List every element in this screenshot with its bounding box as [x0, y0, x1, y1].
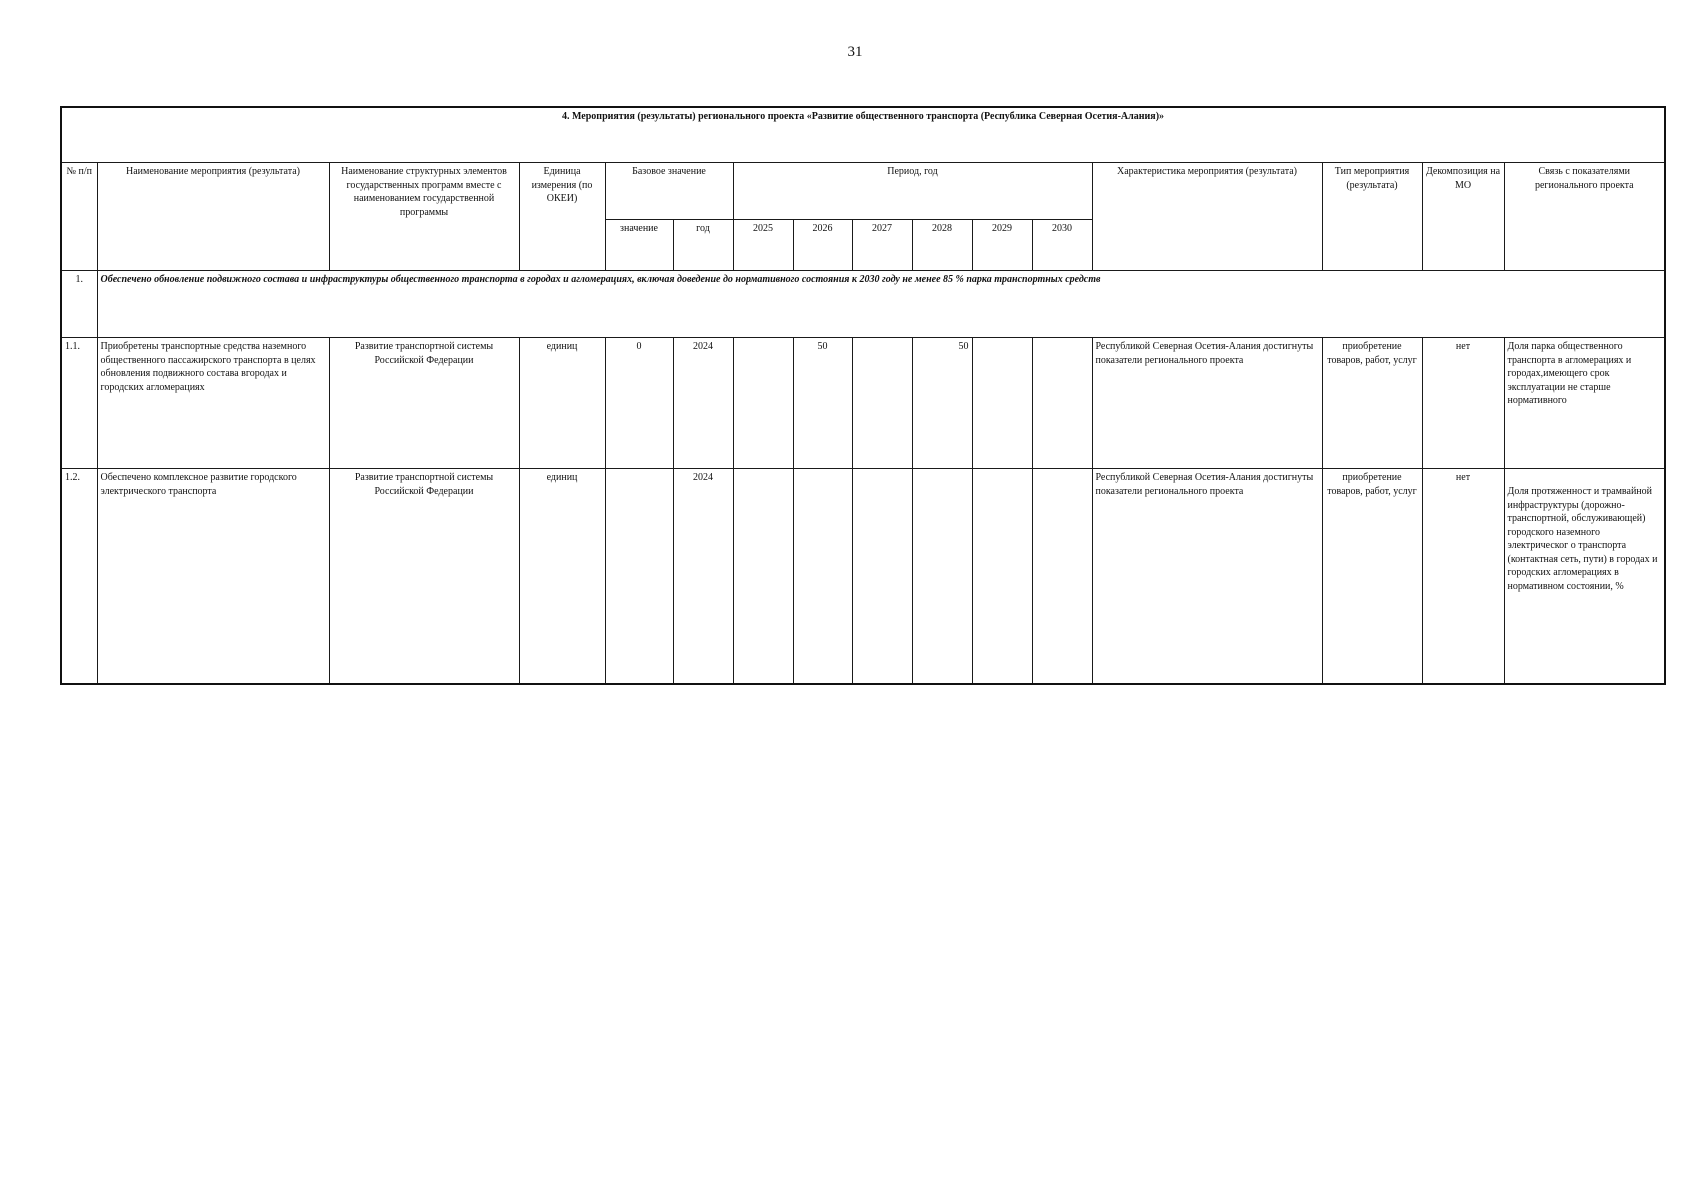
row-y2030 [1032, 338, 1092, 469]
row-structural: Развитие транспортной системы Российской Федерации [329, 469, 519, 685]
row-unit: единиц [519, 338, 605, 469]
header-link: Связь с показателями регионального проекта [1504, 163, 1665, 271]
header-unit: Единица измерения (по ОКЕИ) [519, 163, 605, 271]
table-title: 4. Мероприятия (результаты) регионального проекта «Развитие общественного транспорта (Республика Северная Осетия-Алания)» [61, 107, 1665, 163]
row-y2026: 50 [793, 338, 852, 469]
table-row [61, 469, 1665, 685]
header-year-2026: 2026 [793, 220, 852, 271]
row-unit: единиц [519, 469, 605, 685]
row-decomposition: нет [1422, 469, 1504, 685]
header-year-2027: 2027 [852, 220, 912, 271]
row-characteristic: Республикой Северная Осетия-Алания достигнуты показатели регионального проекта [1092, 469, 1322, 685]
row-y2026 [793, 469, 852, 685]
row-y2029 [972, 469, 1032, 685]
activities-table [60, 106, 1666, 685]
row-y2029 [972, 338, 1032, 469]
section-num: 1. [61, 271, 97, 338]
section-title: Обеспечено обновление подвижного состава и инфраструктуры общественного транспорта в городах и агломерациях, включая доведение до нормативного состояния к 2030 году не менее 85 % парка транспортных средств [97, 271, 1665, 338]
header-structural: Наименование структурных элементов государственных программ вместе с наименованием государственной программы [329, 163, 519, 271]
row-y2027 [852, 338, 912, 469]
row-structural: Развитие транспортной системы Российской Федерации [329, 338, 519, 469]
header-year-2030: 2030 [1032, 220, 1092, 271]
row-type: приобретение товаров, работ, услуг [1322, 338, 1422, 469]
header-characteristic: Характеристика мероприятия (результата) [1092, 163, 1322, 271]
row-name: Приобретены транспортные средства наземного общественного пассажирского транспорта в целях обновления подвижного состава вгородах и городских агломерациях [97, 338, 329, 469]
row-base-value: 0 [605, 338, 673, 469]
row-num: 1.2. [61, 469, 97, 685]
header-num: № п/п [61, 163, 97, 271]
header-decomposition: Декомпозиция на МО [1422, 163, 1504, 271]
row-name: Обеспечено комплексное развитие городского электрического транспорта [97, 469, 329, 685]
row-link: Доля парка общественного транспорта в агломерациях и городах,имеющего срок эксплуатации не старше нормативного [1504, 338, 1665, 469]
row-num: 1.1. [61, 338, 97, 469]
header-year-2028: 2028 [912, 220, 972, 271]
row-characteristic: Республикой Северная Осетия-Алания достигнуты показатели регионального проекта [1092, 338, 1322, 469]
header-period: Период, год [733, 163, 1092, 220]
row-link: Доля протяженност и трамвайной инфраструктуры (дорожно- транспортной, обслуживающей) городского наземного электрическог о транспорта (контактная сеть, пути) в городах и городских агломерациях в нормативном состоянии, % [1504, 469, 1665, 685]
row-y2028: 50 [912, 338, 972, 469]
header-year-2029: 2029 [972, 220, 1032, 271]
activities-table-container [60, 106, 1666, 685]
row-y2025 [733, 338, 793, 469]
row-y2030 [1032, 469, 1092, 685]
row-y2025 [733, 469, 793, 685]
row-y2027 [852, 469, 912, 685]
header-type: Тип мероприятия (результата) [1322, 163, 1422, 271]
header-base-year: год [673, 220, 733, 271]
table-row [61, 338, 1665, 469]
header-year-2025: 2025 [733, 220, 793, 271]
page-number: 31 [847, 44, 863, 60]
row-type: приобретение товаров, работ, услуг [1322, 469, 1422, 685]
row-base-value [605, 469, 673, 685]
header-name: Наименование мероприятия (результата) [97, 163, 329, 271]
header-base: Базовое значение [605, 163, 733, 220]
row-decomposition: нет [1422, 338, 1504, 469]
header-base-value: значение [605, 220, 673, 271]
row-base-year: 2024 [673, 469, 733, 685]
row-base-year: 2024 [673, 338, 733, 469]
row-y2028 [912, 469, 972, 685]
